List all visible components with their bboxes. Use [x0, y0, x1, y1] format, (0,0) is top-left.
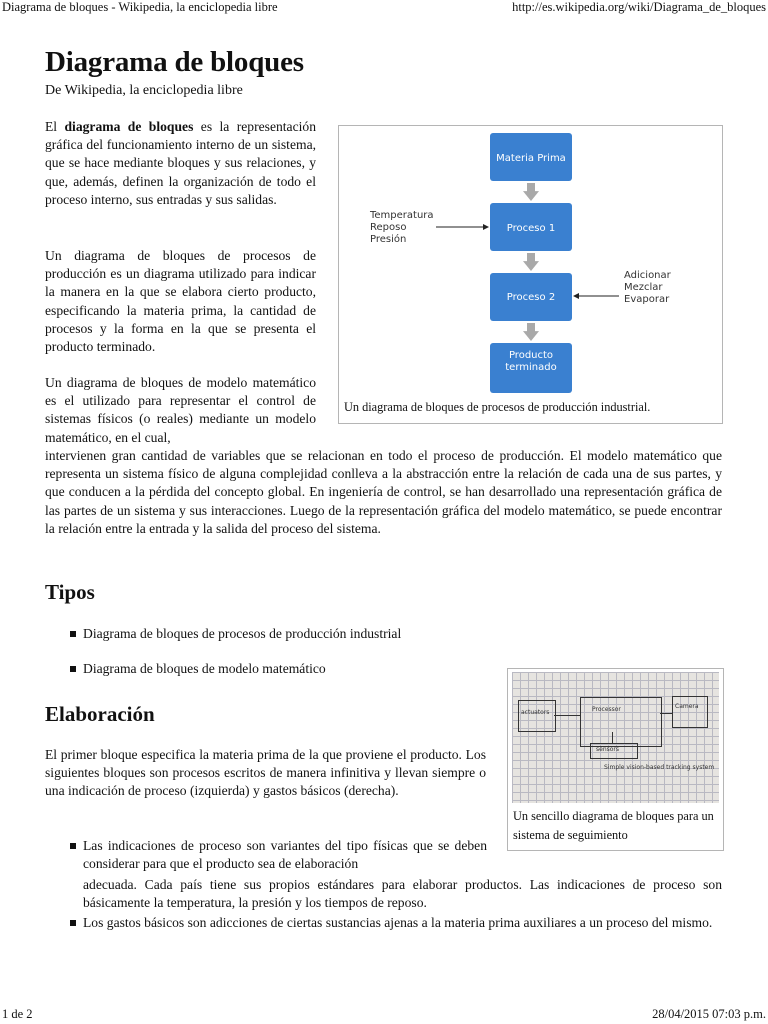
tracking-diagram-figure[interactable] [507, 668, 724, 851]
block-label-producto-terminado: Producto terminado [505, 350, 557, 373]
right-input-label: Mezclar [624, 282, 663, 293]
intro-paragraph-2: Un diagrama de bloques de procesos de producción es un diagrama utilizado para indicar la manera en la que se elabora cierto producto, especificando la materia prima, la cantidad de procesos y la forma en la que se presenta el producto terminado. [45, 248, 316, 355]
hand-arrow [554, 715, 580, 716]
left-input-label: Temperatura [370, 210, 434, 221]
down-arrow-icon [523, 323, 539, 341]
elaboration-paragraph: El primer bloque especifica la materia prima de la que proviene el producto. Los siguientes bloques son procesos escritos de manera infinitiva y llevan siempre o una indicación de proceso (izquierda) y gastos básicos (derecha). [45, 747, 486, 799]
hand-arrow [612, 732, 613, 743]
section-heading-tipos: Tipos [45, 580, 95, 604]
left-input-label: Reposo [370, 222, 407, 233]
figure-caption: Un sencillo diagrama de bloques para un sistema de seguimiento [513, 809, 714, 842]
list-item: Diagrama de bloques de procesos de producción industrial [83, 625, 503, 643]
list-item: Las indicaciones de proceso son variantes del tipo físicas que se deben considerar para que el producto sea de elaboración [83, 837, 487, 873]
right-input-label: Evaporar [624, 294, 670, 305]
bullet-icon [70, 843, 76, 849]
production-diagram-figure[interactable] [338, 125, 723, 424]
list-item-continuation: adecuada. Cada país tiene sus propios estándares para elaborar productos. Las indicaciones de proceso son básicamente la temperatura, la presión y los tiempos de reposo. [83, 877, 722, 911]
bold-term: diagrama de bloques [64, 119, 194, 134]
hand-box-camera [672, 696, 708, 728]
down-arrow-icon [523, 183, 539, 201]
handwritten-diagram-photo: actuators Processor Camera sensors Simple vision-based tracking system [512, 672, 719, 803]
print-header-title: Diagrama de bloques - Wikipedia, la enciclopedia libre [2, 0, 278, 14]
intro-paragraph-3-end: intervienen gran cantidad de variables que se relacionan en todo el proceso de producción. El modelo matemático que representa un sistema físico de alguna complejidad conlleva a la abstracción entre la relación de cada una de sus partes, y que conducen a la pérdida del concepto global. En ingeniería de control, se han desarrollado una representación gráfica de las partes de un sistema y sus interacciones. Luego de la representación gráfica del modelo matemático, se puede encontrar la relación entre la entrada y la salida del proceso del sistema. [45, 448, 722, 536]
block-label-materia-prima: Materia Prima [496, 153, 566, 164]
print-footer-page-count: 1 de 2 [2, 1007, 33, 1021]
intro-paragraph-3-start: Un diagrama de bloques de modelo matemático es el utilizado para representar el control de sistemas físicos (o reales) mediante un modelo matemático, en el cual, [45, 375, 316, 445]
block-label-proceso-1: Proceso 1 [506, 223, 556, 234]
figure-caption: Un diagrama de bloques de procesos de producción industrial. [344, 400, 651, 414]
page-title: Diagrama de bloques [45, 46, 304, 78]
bullet-icon [70, 666, 76, 672]
left-input-label: Presión [370, 234, 407, 245]
list-item: Diagrama de bloques de modelo matemático [83, 660, 503, 678]
section-heading-elaboracion: Elaboración [45, 702, 155, 726]
page-subtitle: De Wikipedia, la enciclopedia libre [45, 83, 243, 98]
right-input-label: Adicionar [624, 270, 671, 281]
production-block-diagram [340, 127, 721, 397]
hand-arrow [660, 713, 672, 714]
bullet-icon [70, 920, 76, 926]
right-input-arrowhead [573, 293, 579, 299]
bullet-icon [70, 631, 76, 637]
left-input-arrowhead [483, 224, 489, 230]
down-arrow-icon [523, 253, 539, 271]
intro-paragraph-1: El diagrama de bloques es la representación gráfica del funcionamiento interno de un sistema, que se hace mediante bloques y sus relaciones, y que, además, definen la organización de todo el proceso interno, sus entradas y sus salidas. [45, 119, 316, 207]
hand-box-processor [580, 697, 662, 747]
list-item: Los gastos básicos son adicciones de ciertas sustancias ajenas a la materia prima auxiliares a un proceso del mismo. [83, 914, 722, 932]
hand-box-actuators [518, 700, 556, 732]
print-header-url[interactable]: http://es.wikipedia.org/wiki/Diagrama_de_bloques [512, 0, 766, 14]
print-footer-datetime: 28/04/2015 07:03 p.m. [652, 1007, 766, 1021]
block-label-proceso-2: Proceso 2 [506, 292, 556, 303]
